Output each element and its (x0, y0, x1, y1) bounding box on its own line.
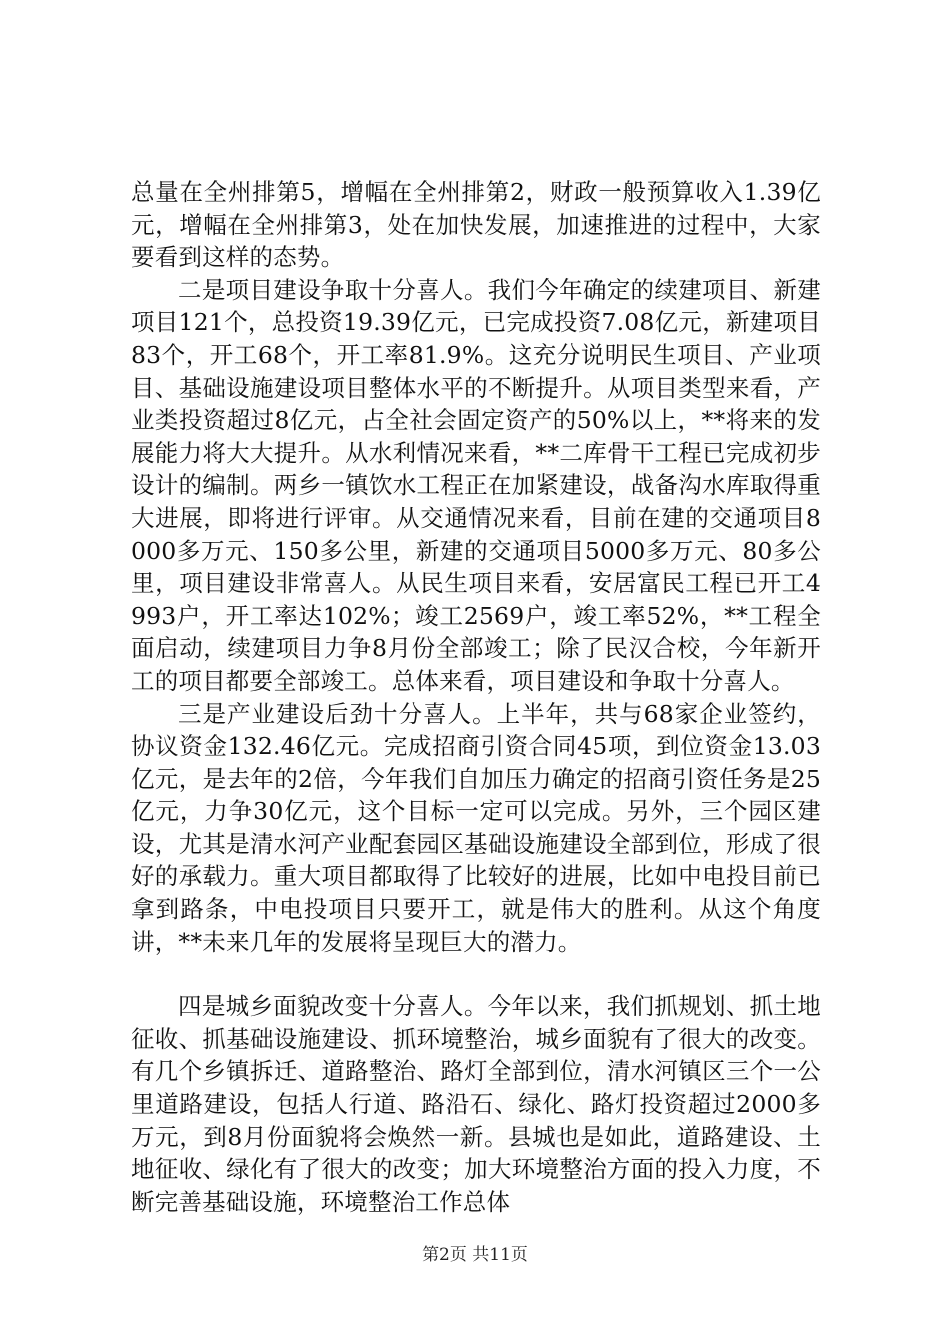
body-text (131, 176, 821, 1218)
paragraph-continuation: 总量在全州排第5，增幅在全州排第2，财政一般预算收入1.39亿元，增幅在全州排第3，处在加快发展，加速推进的过程中，大家要看到这样的态势。 (131, 178, 821, 272)
paragraph-project-construction: 二是项目建设争取十分喜人。我们今年确定的续建项目、新建项目121个，总投资19.39亿元，已完成投资7.08亿元，新建项目83个，开工68个，开工率81.9%。这充分说明民生项目、产业项目、基础设施建设项目整体水平的不断提升。从项目类型来看，产业类投资超过8亿元，占全社会固定资产的50%以上，**将来的发展能力将大大提升。从水利情况来看，**二库骨干工程已完成初步设计的编制。两乡一镇饮水工程正在加紧建设，战备沟水库取得重大进展，即将进行评审。从交通情况来看，目前在建的交通项目8000多万元、150多公里，新建的交通项目5000多万元、80多公里，项目建设非常喜人。从民生项目来看，安居富民工程已开工4993户，开工率达102%；竣工2569户，竣工率52%，**工程全面启动，续建项目力争8月份全部竣工；除了民汉合校，今年新开工的项目都要全部竣工。总体来看，项目建设和争取十分喜人。 (131, 275, 821, 695)
paragraph-industry-construction: 三是产业建设后劲十分喜人。上半年，共与68家企业签约，协议资金132.46亿元。完成招商引资合同45项，到位资金13.03亿元，是去年的2倍，今年我们自加压力确定的招商引资任务是25亿元，力争30亿元，这个目标一定可以完成。另外，三个园区建设，尤其是清水河产业配套园区基础设施建设全部到位，形成了很好的承载力。重大项目都取得了比较好的进展，比如中电投目前已拿到路条，中电投项目只要开工，就是伟大的胜利。从这个角度讲，**未来几年的发展将呈现巨大的潜力。 (131, 699, 821, 956)
page-number-footer: 第2页 共11页 (422, 1245, 528, 1265)
paragraph-urban-rural-appearance: 四是城乡面貌改变十分喜人。今年以来，我们抓规划、抓土地征收、抓基础设施建设、抓环境整治，城乡面貌有了很大的改变。有几个乡镇拆迁、道路整治、路灯全部到位，清水河镇区三个一公里道路建设，包括人行道、路沿石、绿化、路灯投资超过2000多万元，到8月份面貌将会焕然一新。县城也是如此，道路建设、土地征收、绿化有了很大的改变；加大环境整治方面的投入力度，不断完善基础设施，环境整治工作总体 (131, 992, 821, 1216)
